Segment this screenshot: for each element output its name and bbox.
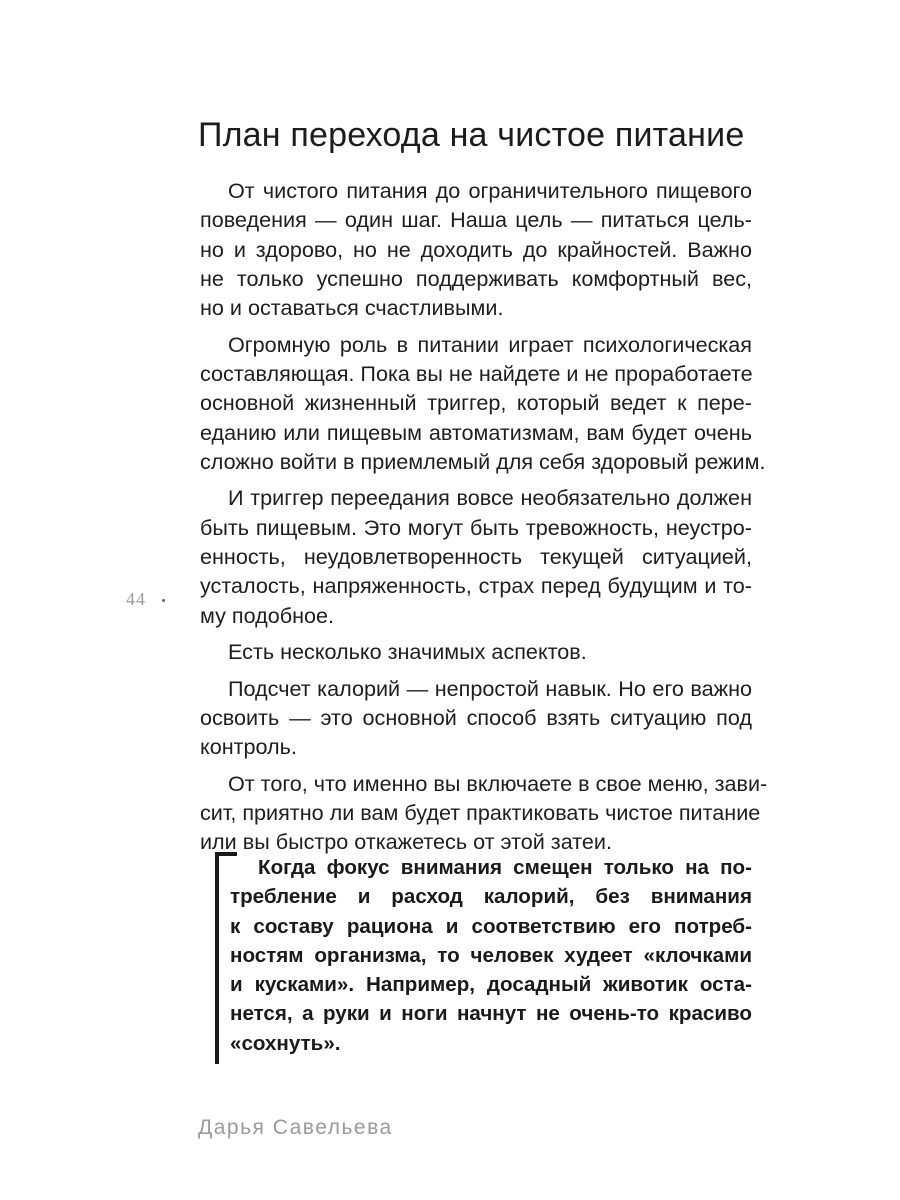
quote-line: требление и расход калорий, без внимания	[230, 885, 752, 909]
text-line: От чистого питания до ограничительного пищевого	[228, 178, 752, 203]
text-line: Огромную роль в питании играет психологическая	[228, 331, 752, 357]
text-line: Есть несколько значимых аспектов.	[228, 639, 587, 665]
text-line: поведения — один шаг. Наша цель — питаться цель-	[200, 207, 752, 233]
page-number-dot	[162, 599, 165, 602]
paragraph	[200, 176, 752, 322]
paragraph	[200, 637, 752, 666]
quote-line: нется, а руки и ноги начнут не очень-то красиво	[230, 1002, 752, 1026]
text-line: но и оставаться счастливыми.	[200, 295, 504, 321]
page-title: План перехода на чистое питание	[198, 116, 745, 154]
quote-line: и кусками». Например, досадный животик оста-	[230, 973, 752, 997]
text-line: И триггер переедания вовсе необязательно должен	[228, 485, 752, 511]
paragraph	[200, 330, 766, 476]
quote-line: ностям организма, то человек худеет «клочками	[230, 943, 752, 967]
text-line: контроль.	[200, 734, 297, 760]
text-line: му подобное.	[200, 602, 335, 628]
text-line: составляющая. Пока вы не найдете и не проработаете	[200, 360, 753, 386]
text-line: енность, неудовлетворенность текущей ситуацией,	[200, 543, 752, 569]
quote-line: «сохнуть».	[230, 1031, 341, 1055]
text-line: сит, приятно ли вам будет практиковать чистое питание	[200, 799, 761, 825]
author-name: Дарья Савельева	[198, 1116, 393, 1139]
text-line: но и здорово, но не доходить до крайностей. Важно	[200, 236, 752, 262]
text-line: основной жизненный триггер, который ведет к пере-	[200, 390, 752, 416]
paragraph	[200, 674, 752, 762]
pull-quote	[230, 853, 752, 1058]
text-line: Подсчет калорий — непростой навык. Но его важно	[228, 675, 752, 701]
text-line: освоить — это основной способ взять ситуацию под	[200, 704, 752, 730]
text-line: От того, что именно вы включаете в свое меню, зави-	[228, 770, 768, 796]
body-text	[200, 176, 768, 864]
text-line: еданию или пищевым автоматизмам, вам будет очень	[200, 419, 752, 445]
text-line: быть пищевым. Это могут быть тревожность, неустро-	[200, 514, 752, 540]
text-line: или вы быстро откажетесь от этой затеи.	[200, 829, 612, 855]
quote-line: к составу рациона и соответствию его потреб-	[230, 914, 752, 938]
page-number: 44	[126, 589, 146, 609]
paragraph	[200, 483, 752, 629]
quote-line: Когда фокус внимания смещен только на по-	[258, 856, 752, 879]
text-line: усталость, напряженность, страх перед будущим и то-	[200, 573, 752, 599]
paragraph	[200, 769, 768, 857]
text-line: сложно войти в приемлемый для себя здоровый режим.	[200, 448, 766, 474]
text-line: не только успешно поддерживать комфортный вес,	[200, 265, 752, 291]
